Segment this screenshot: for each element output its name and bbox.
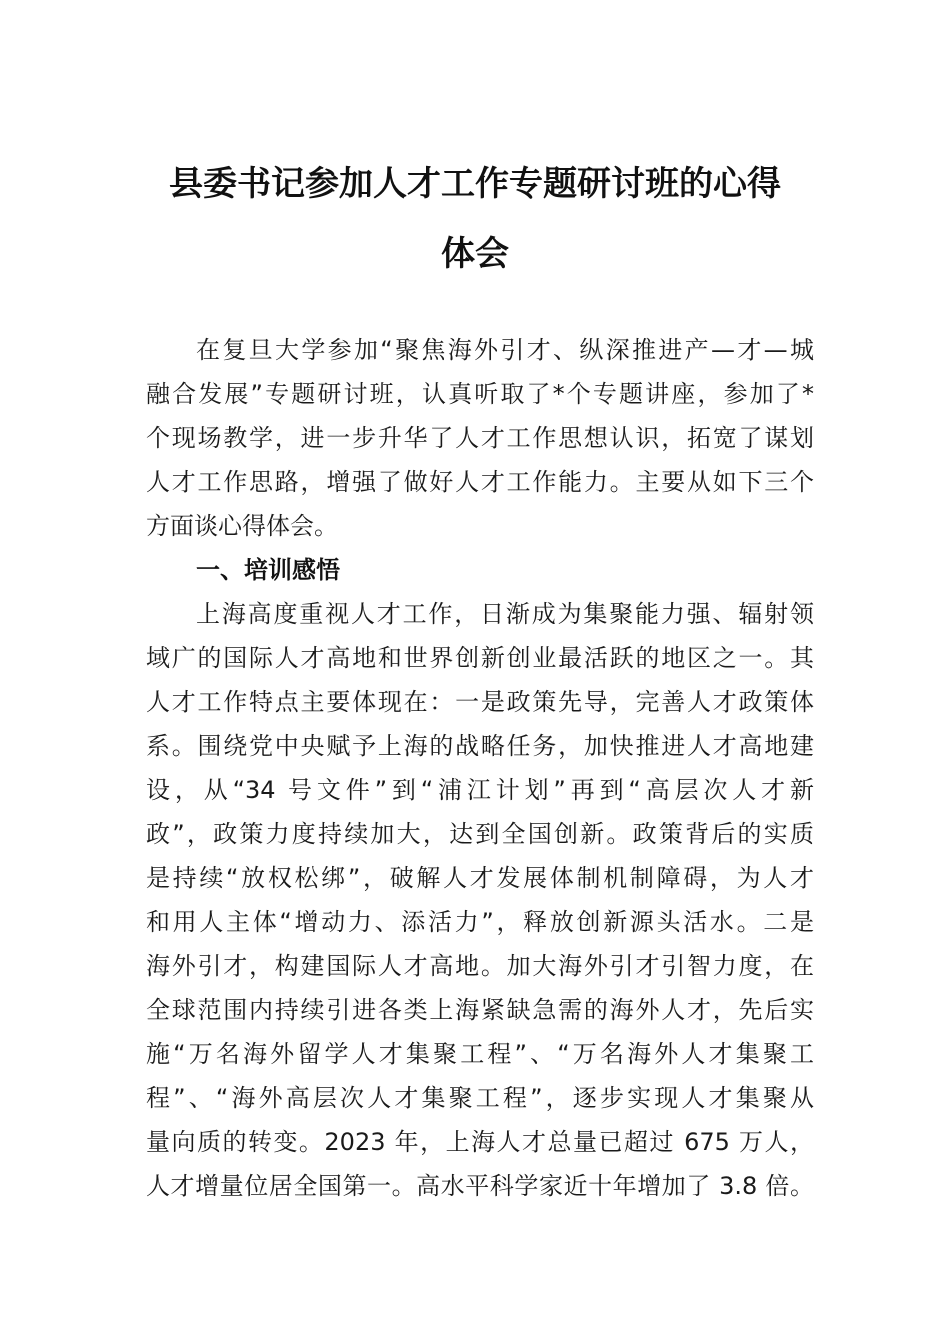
body-line: 海外引才，构建国际人才高地。加大海外引才引智力度，在	[146, 952, 814, 980]
body-line: 施“万名海外留学人才集聚工程”、“万名海外人才集聚工	[146, 1040, 814, 1068]
document-title-line-1: 县委书记参加人才工作专题研讨班的心得	[169, 164, 781, 204]
body-line: 上海高度重视人才工作，日渐成为集聚能力强、辐射领	[196, 600, 814, 628]
intro-line: 个现场教学，进一步升华了人才工作思想认识，拓宽了谋划	[146, 424, 814, 452]
intro-line: 在复旦大学参加“聚焦海外引才、纵深推进产—才—城	[196, 336, 814, 364]
body-line: 人才工作特点主要体现在：一是政策先导，完善人才政策体	[146, 688, 814, 716]
body-line: 量向质的转变。2023 年，上海人才总量已超过 675 万人，	[146, 1128, 814, 1156]
body-line: 政”，政策力度持续加大，达到全国创新。政策背后的实质	[146, 820, 814, 848]
body-line: 程”、“海外高层次人才集聚工程”，逐步实现人才集聚从	[146, 1084, 814, 1112]
section-heading: 一、培训感悟	[196, 556, 340, 584]
intro-line: 人才工作思路，增强了做好人才工作能力。主要从如下三个	[146, 468, 814, 496]
body-line: 全球范围内持续引进各类上海紧缺急需的海外人才，先后实	[146, 996, 814, 1024]
body-line: 设，从“34 号文件”到“浦江计划”再到“高层次人才新	[146, 776, 814, 804]
body-line: 和用人主体“增动力、添活力”，释放创新源头活水。二是	[146, 908, 814, 936]
intro-line: 融合发展”专题研讨班，认真听取了*个专题讲座，参加了*	[146, 380, 814, 408]
body-line: 域广的国际人才高地和世界创新创业最活跃的地区之一。其	[146, 644, 814, 672]
body-line: 是持续“放权松绑”，破解人才发展体制机制障碍，为人才	[146, 864, 814, 892]
body-line: 人才增量位居全国第一。高水平科学家近十年增加了 3.8 倍。	[146, 1172, 814, 1200]
document-title-line-2: 体会	[441, 234, 509, 274]
body-line: 系。围绕党中央赋予上海的战略任务，加快推进人才高地建	[146, 732, 814, 760]
intro-line: 方面谈心得体会。	[146, 512, 338, 540]
